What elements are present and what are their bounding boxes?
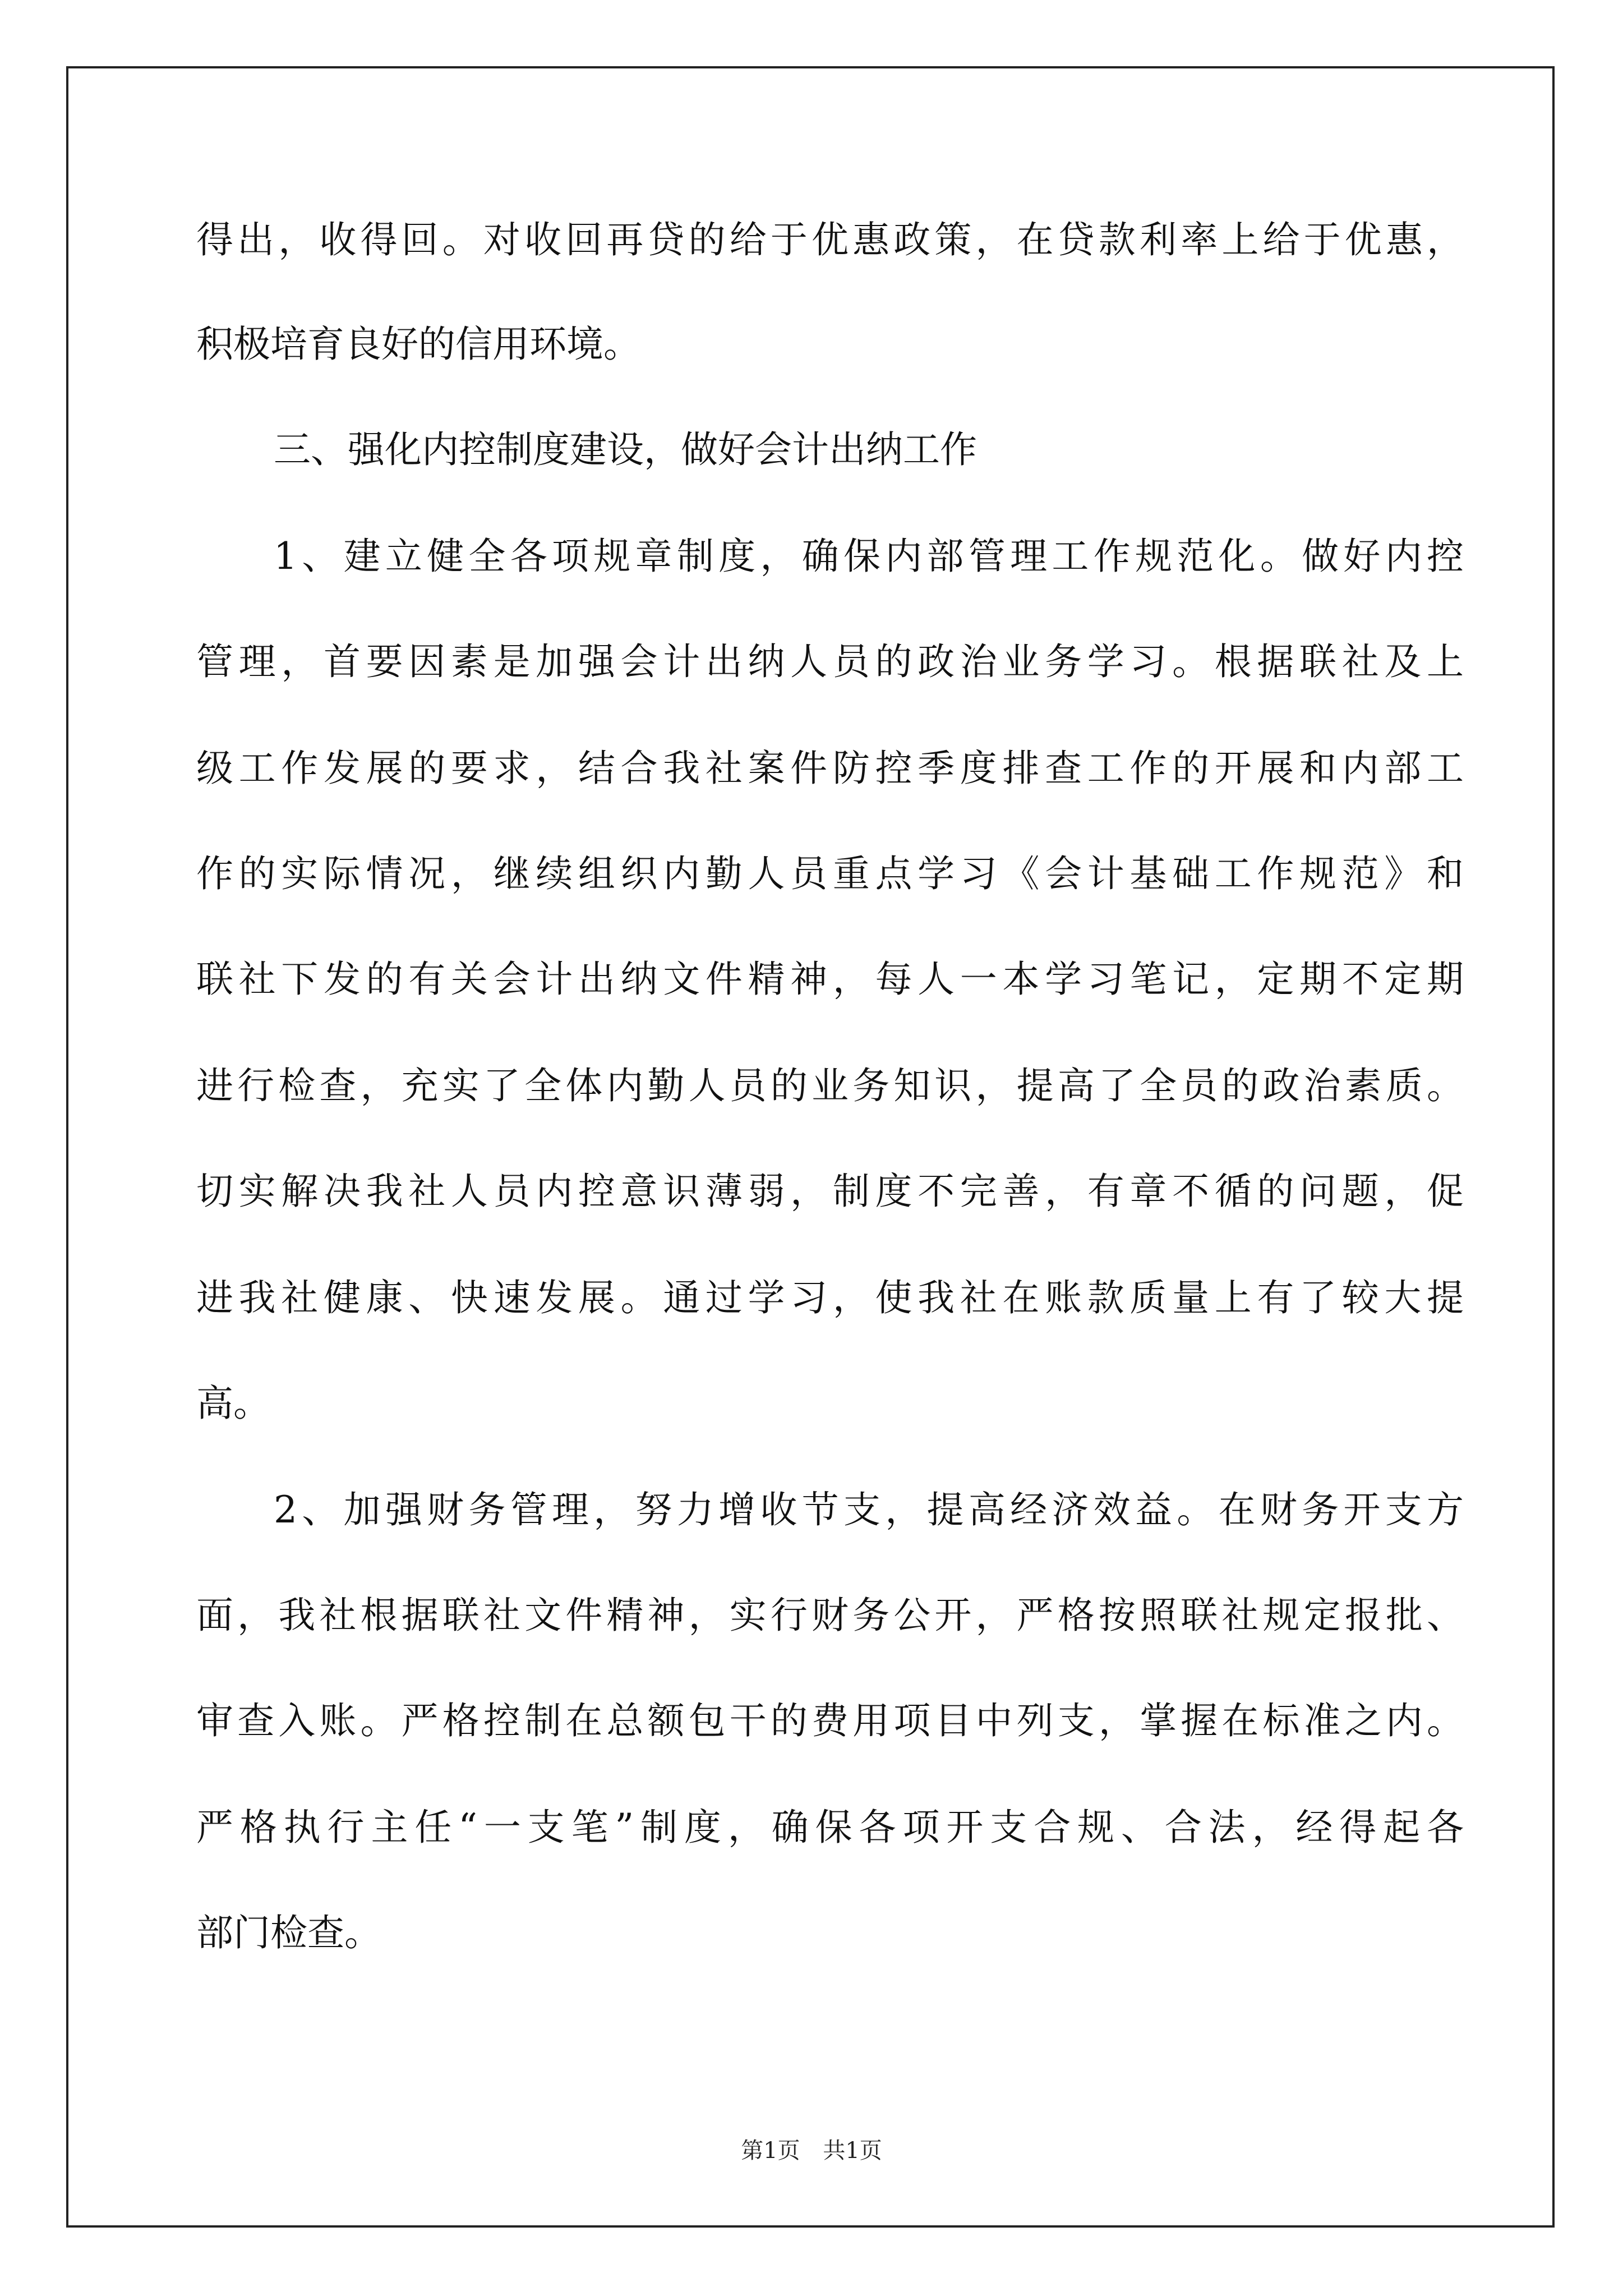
text-line: 得出，收得回。对收回再贷的给于优惠政策，在贷款利率上给于优惠， [196, 218, 1464, 261]
text-line: 切实解决我社人员内控意识薄弱，制度不完善，有章不循的问题，促 [196, 1170, 1464, 1213]
text-line: 严格执行主任“一支笔”制度，确保各项开支合规、合法，经得起各 [196, 1806, 1464, 1849]
text-line: 1、建立健全各项规章制度，确保内部管理工作规范化。做好内控 [274, 535, 1464, 578]
page-border [66, 66, 1555, 2228]
page-number: 第1页 [741, 2138, 800, 2164]
section-heading: 三、强化内控制度建设，做好会计出纳工作 [274, 428, 977, 471]
page-total: 共1页 [823, 2138, 882, 2164]
text-line: 积极培育良好的信用环境。 [196, 323, 640, 366]
text-line: 联社下发的有关会计出纳文件精神，每人一本学习笔记，定期不定期 [196, 958, 1464, 1001]
text-line: 作的实际情况，继续组织内勤人员重点学习《会计基础工作规范》和 [196, 852, 1464, 895]
text-line: 级工作发展的要求，结合我社案件防控季度排查工作的开展和内部工 [196, 747, 1464, 790]
text-line: 部门检查。 [196, 1911, 381, 1954]
text-line: 审查入账。严格控制在总额包干的费用项目中列支，掌握在标准之内。 [196, 1699, 1464, 1742]
page-footer [0, 2136, 1623, 2165]
text-line: 2、加强财务管理，努力增收节支，提高经济效益。在财务开支方 [274, 1488, 1464, 1531]
text-line: 管理，首要因素是加强会计出纳人员的政治业务学习。根据联社及上 [196, 640, 1464, 683]
text-line: 高。 [196, 1382, 270, 1425]
text-line: 进行检查，充实了全体内勤人员的业务知识，提高了全员的政治素质。 [196, 1064, 1464, 1107]
text-line: 进我社健康、快速发展。通过学习，使我社在账款质量上有了较大提 [196, 1276, 1464, 1319]
text-line: 面，我社根据联社文件精神，实行财务公开，严格按照联社规定报批、 [196, 1594, 1464, 1637]
